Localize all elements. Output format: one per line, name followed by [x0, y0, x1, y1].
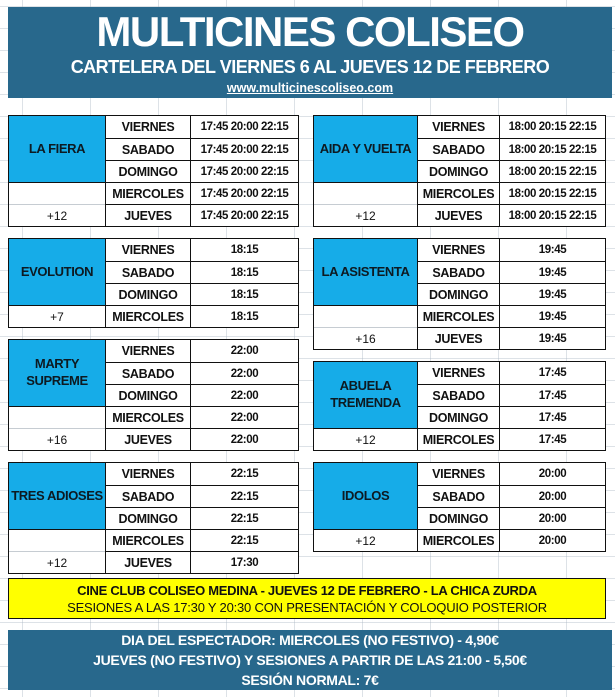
- pricing-line-espectador: DIA DEL ESPECTADOR: MIERCOLES (NO FESTIVO) - 4,90€: [121, 632, 499, 648]
- empty-cell: [314, 182, 417, 204]
- movie-table: [313, 361, 606, 451]
- day-cell: JUEVES: [417, 204, 499, 226]
- showtime-cell: 17:45 20:00 22:15: [190, 204, 298, 226]
- movie-name-cell: IDOLOS: [314, 463, 417, 529]
- showtime-cell: 18:15: [190, 239, 298, 261]
- empty-cell: [9, 529, 105, 551]
- day-cell: VIERNES: [417, 463, 499, 485]
- movie-rating: +16: [314, 327, 417, 349]
- showtime-cell: 17:45 20:00 22:15: [190, 138, 298, 160]
- day-cell: MIERCOLES: [105, 529, 190, 551]
- day-cell: SABADO: [417, 261, 499, 283]
- header-banner: [8, 7, 612, 98]
- cine-club-banner: [8, 578, 606, 619]
- movie-table: [8, 462, 299, 574]
- movie-rating: +12: [314, 428, 417, 450]
- day-cell: DOMINGO: [105, 160, 190, 182]
- showtime-cell: 17:45 20:00 22:15: [190, 116, 298, 138]
- day-cell: SABADO: [105, 261, 190, 283]
- date-range-subtitle: CARTELERA DEL VIERNES 6 AL JUEVES 12 DE FEBRERO: [70, 57, 550, 77]
- day-cell: JUEVES: [105, 428, 190, 450]
- showtime-cell: 20:00: [499, 463, 605, 485]
- day-cell: MIERCOLES: [417, 305, 499, 327]
- showtime-cell: 18:00 20:15 22:15: [499, 182, 605, 204]
- movie-rating: +12: [314, 529, 417, 551]
- movie-rating: +12: [9, 551, 105, 573]
- movie-rating: +16: [9, 428, 105, 450]
- showtime-cell: 17:45: [499, 384, 605, 406]
- movie-name-cell: LA FIERA: [9, 116, 105, 182]
- showtime-cell: 22:15: [190, 507, 298, 529]
- movie-rating: +7: [9, 305, 105, 327]
- showtime-cell: 19:45: [499, 283, 605, 305]
- showtime-cell: 20:00: [499, 485, 605, 507]
- showtime-cell: 18:00 20:15 22:15: [499, 160, 605, 182]
- day-cell: DOMINGO: [105, 283, 190, 305]
- cine-club-title: CINE CLUB COLISEO MEDINA - JUEVES 12 DE FEBRERO - LA CHICA ZURDA: [77, 582, 537, 598]
- movie-name-cell: EVOLUTION: [9, 239, 105, 305]
- showtime-cell: 18:15: [190, 305, 298, 327]
- page-title: MULTICINES COLISEO: [96, 8, 524, 55]
- day-cell: DOMINGO: [105, 507, 190, 529]
- day-cell: VIERNES: [105, 116, 190, 138]
- movie-rating: +12: [314, 204, 417, 226]
- showtime-cell: 22:15: [190, 463, 298, 485]
- showtime-cell: 22:00: [190, 340, 298, 362]
- day-cell: DOMINGO: [417, 507, 499, 529]
- movie-name-cell: AIDA Y VUELTA: [314, 116, 417, 182]
- pricing-line-jueves: JUEVES (NO FESTIVO) Y SESIONES A PARTIR DE LAS 21:00 - 5,50€: [93, 652, 527, 668]
- day-cell: JUEVES: [105, 204, 190, 226]
- day-cell: SABADO: [417, 485, 499, 507]
- day-cell: JUEVES: [417, 327, 499, 349]
- day-cell: MIERCOLES: [417, 182, 499, 204]
- day-cell: VIERNES: [105, 463, 190, 485]
- movie-name-cell: TRES ADIOSES: [9, 463, 105, 529]
- empty-cell: [9, 182, 105, 204]
- day-cell: MIERCOLES: [105, 406, 190, 428]
- showtime-cell: 22:00: [190, 384, 298, 406]
- showtime-cell: 22:00: [190, 362, 298, 384]
- showtime-cell: 18:15: [190, 283, 298, 305]
- showtime-cell: 18:00 20:15 22:15: [499, 204, 605, 226]
- showtime-cell: 22:15: [190, 485, 298, 507]
- empty-cell: [314, 305, 417, 327]
- movie-table: [8, 339, 299, 451]
- showtime-cell: 19:45: [499, 305, 605, 327]
- showtime-cell: 17:45 20:00 22:15: [190, 182, 298, 204]
- showtime-cell: 20:00: [499, 529, 605, 551]
- showtime-cell: 22:00: [190, 406, 298, 428]
- showtime-cell: 17:45 20:00 22:15: [190, 160, 298, 182]
- day-cell: DOMINGO: [417, 406, 499, 428]
- empty-cell: [9, 406, 105, 428]
- showtime-cell: 17:45: [499, 428, 605, 450]
- movie-table: [313, 238, 606, 350]
- day-cell: MIERCOLES: [105, 182, 190, 204]
- showtime-cell: 19:45: [499, 239, 605, 261]
- day-cell: DOMINGO: [417, 160, 499, 182]
- day-cell: DOMINGO: [417, 283, 499, 305]
- day-cell: MIERCOLES: [417, 428, 499, 450]
- day-cell: SABADO: [105, 362, 190, 384]
- day-cell: MIERCOLES: [105, 305, 190, 327]
- showtime-cell: 18:15: [190, 261, 298, 283]
- movie-name-cell: ABUELA TREMENDA: [314, 362, 417, 428]
- day-cell: SABADO: [417, 138, 499, 160]
- day-cell: JUEVES: [105, 551, 190, 573]
- movie-table: [8, 238, 299, 328]
- day-cell: SABADO: [417, 384, 499, 406]
- day-cell: VIERNES: [105, 340, 190, 362]
- movie-rating: +12: [9, 204, 105, 226]
- showtime-cell: 22:15: [190, 529, 298, 551]
- showtime-cell: 19:45: [499, 261, 605, 283]
- movie-table: [313, 462, 606, 552]
- day-cell: VIERNES: [417, 239, 499, 261]
- day-cell: VIERNES: [417, 116, 499, 138]
- website-link[interactable]: www.multicinescoliseo.com: [226, 81, 394, 95]
- showtime-cell: 18:00 20:15 22:15: [499, 116, 605, 138]
- showtime-cell: 18:00 20:15 22:15: [499, 138, 605, 160]
- movie-table: [8, 115, 299, 227]
- showtime-cell: 19:45: [499, 327, 605, 349]
- pricing-line-normal: SESIÓN NORMAL: 7€: [241, 672, 379, 688]
- day-cell: VIERNES: [105, 239, 190, 261]
- showtime-cell: 20:00: [499, 507, 605, 529]
- showtime-cell: 17:30: [190, 551, 298, 573]
- movie-name-cell: MARTY SUPREME: [9, 340, 105, 406]
- movie-table: [313, 115, 606, 227]
- movie-name-cell: LA ASISTENTA: [314, 239, 417, 305]
- day-cell: SABADO: [105, 485, 190, 507]
- day-cell: VIERNES: [417, 362, 499, 384]
- day-cell: DOMINGO: [105, 384, 190, 406]
- cine-club-sessions: SESIONES A LAS 17:30 Y 20:30 CON PRESENTACIÓN Y COLOQUIO POSTERIOR: [67, 599, 547, 615]
- showtime-cell: 17:45: [499, 362, 605, 384]
- showtime-cell: 17:45: [499, 406, 605, 428]
- showtime-cell: 22:00: [190, 428, 298, 450]
- pricing-footer: [8, 630, 612, 690]
- day-cell: SABADO: [105, 138, 190, 160]
- day-cell: MIERCOLES: [417, 529, 499, 551]
